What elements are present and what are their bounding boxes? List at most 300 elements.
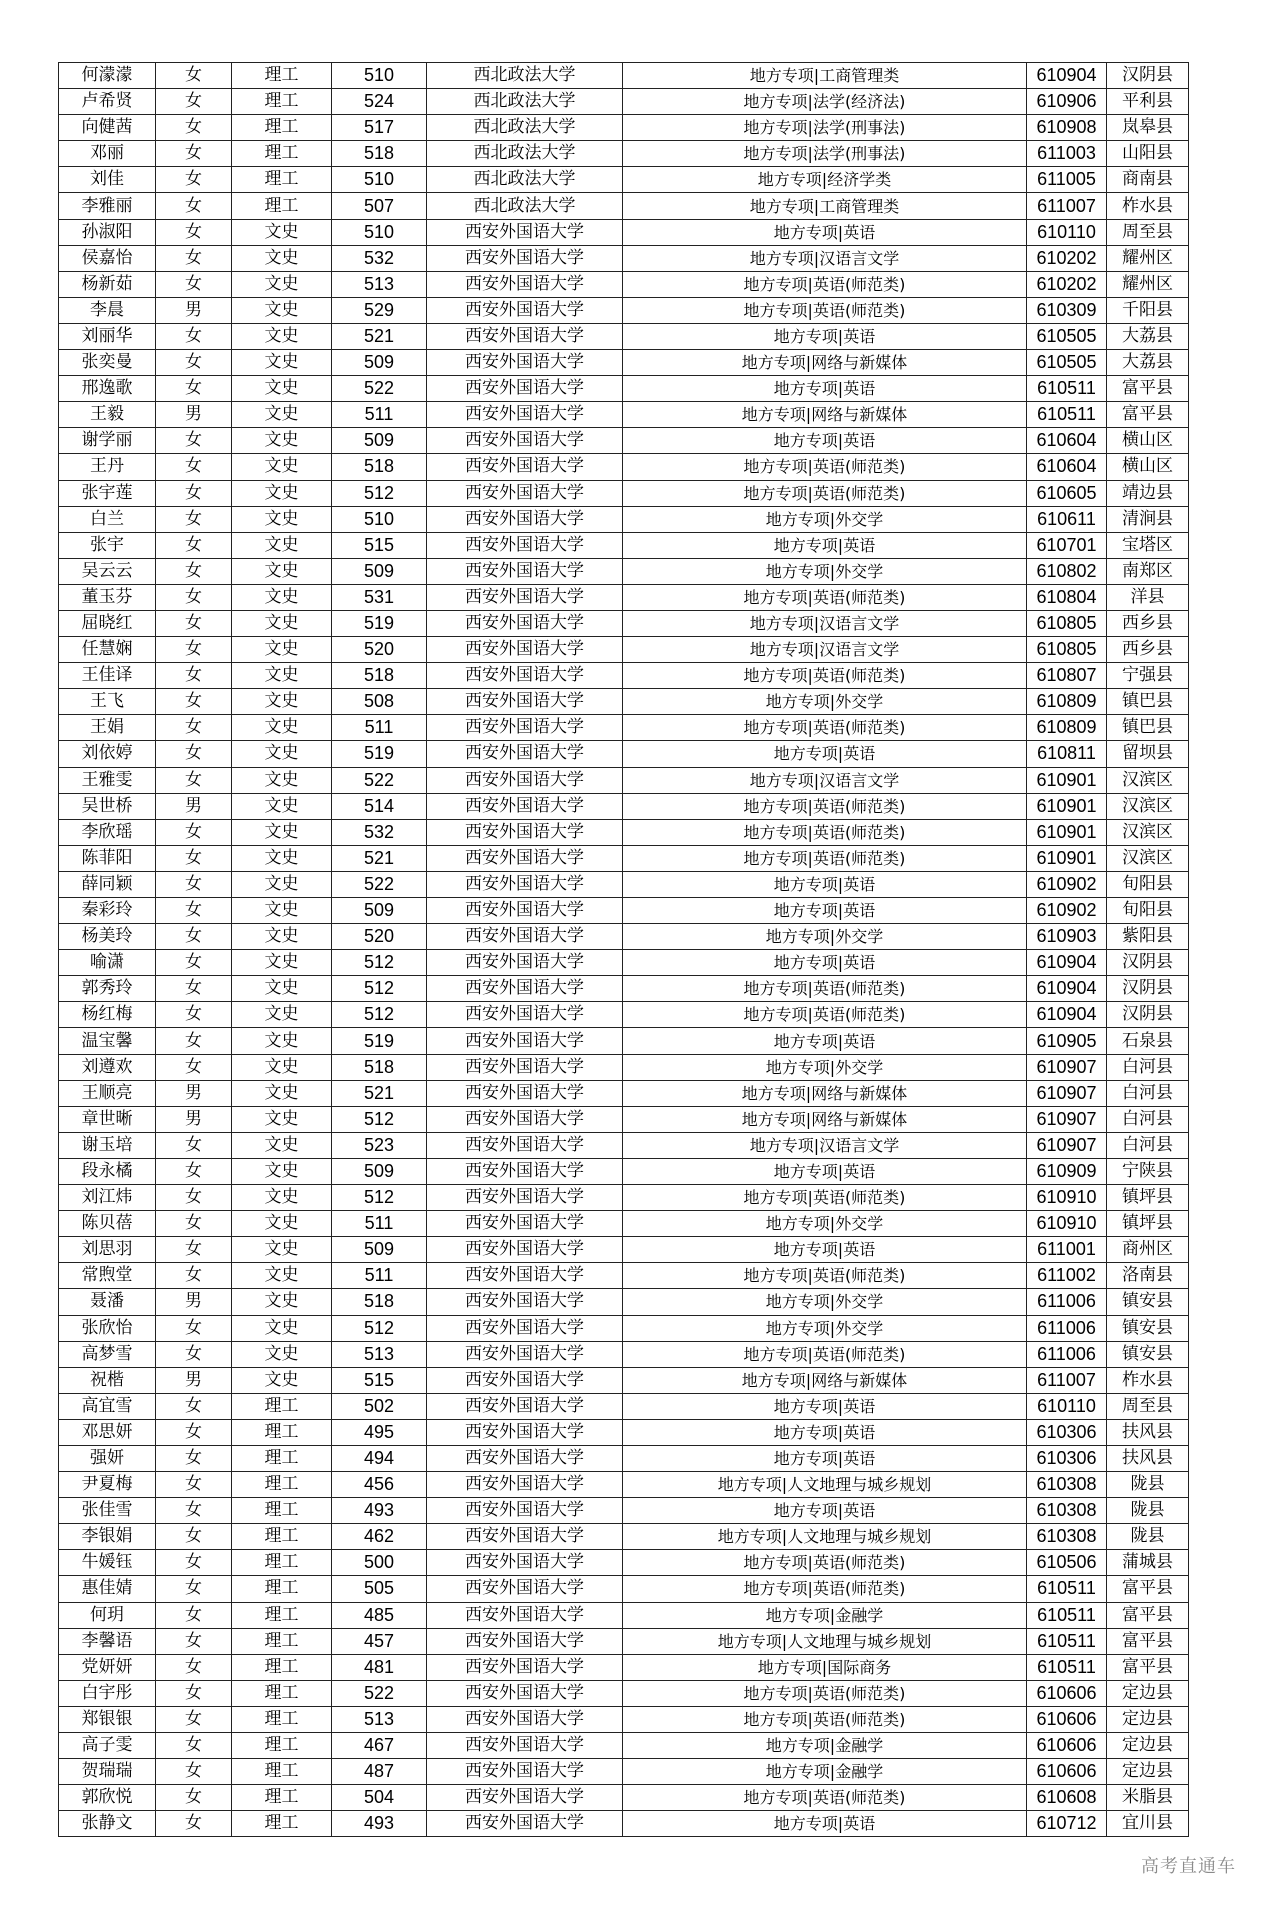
name-cell: 侯嘉怡 [59,245,156,271]
score-cell: 504 [332,1785,427,1811]
county-cell: 白河县 [1107,1132,1189,1158]
major-cell: 地方专项|英语(师范类) [623,819,1027,845]
category-cell: 文史 [232,297,332,323]
county-cell: 镇安县 [1107,1315,1189,1341]
major-cell: 地方专项|英语 [623,898,1027,924]
county-cell: 扶风县 [1107,1445,1189,1471]
score-cell: 493 [332,1498,427,1524]
score-cell: 502 [332,1393,427,1419]
table-row [59,976,1189,1002]
major-cell: 地方专项|英语 [623,1158,1027,1184]
university-cell: 西北政法大学 [427,63,623,89]
county-cell: 汉阴县 [1107,63,1189,89]
category-cell: 文史 [232,1054,332,1080]
gender-cell: 女 [156,1498,232,1524]
county-cell: 商南县 [1107,167,1189,193]
county-cell: 镇坪县 [1107,1211,1189,1237]
category-cell: 理工 [232,1654,332,1680]
code-cell: 610904 [1027,63,1107,89]
code-cell: 611007 [1027,193,1107,219]
code-cell: 610807 [1027,663,1107,689]
table-row [59,1680,1189,1706]
county-cell: 白河县 [1107,1080,1189,1106]
name-cell: 张佳雪 [59,1498,156,1524]
gender-cell: 男 [156,1106,232,1132]
county-cell: 白河县 [1107,1106,1189,1132]
gender-cell: 女 [156,1706,232,1732]
major-cell: 地方专项|网络与新媒体 [623,1080,1027,1106]
name-cell: 尹夏梅 [59,1472,156,1498]
county-cell: 横山区 [1107,454,1189,480]
gender-cell: 男 [156,1367,232,1393]
score-cell: 509 [332,1158,427,1184]
university-cell: 西安外国语大学 [427,1785,623,1811]
score-cell: 529 [332,297,427,323]
table-row [59,193,1189,219]
name-cell: 何濛濛 [59,63,156,89]
major-cell: 地方专项|法学(刑事法) [623,115,1027,141]
county-cell: 汉阴县 [1107,1002,1189,1028]
table-row [59,1185,1189,1211]
name-cell: 高梦雪 [59,1341,156,1367]
category-cell: 文史 [232,1106,332,1132]
score-cell: 509 [332,350,427,376]
university-cell: 西北政法大学 [427,167,623,193]
gender-cell: 女 [156,845,232,871]
major-cell: 地方专项|工商管理类 [623,193,1027,219]
table-row [59,1576,1189,1602]
county-cell: 宁陕县 [1107,1158,1189,1184]
table-row [59,1106,1189,1132]
gender-cell: 女 [156,871,232,897]
code-cell: 610606 [1027,1680,1107,1706]
university-cell: 西安外国语大学 [427,663,623,689]
category-cell: 文史 [232,976,332,1002]
gender-cell: 男 [156,402,232,428]
table-row [59,1602,1189,1628]
major-cell: 地方专项|人文地理与城乡规划 [623,1628,1027,1654]
score-cell: 481 [332,1654,427,1680]
table-row [59,637,1189,663]
code-cell: 610904 [1027,950,1107,976]
gender-cell: 女 [156,1654,232,1680]
name-cell: 牛媛钰 [59,1550,156,1576]
category-cell: 文史 [232,1341,332,1367]
category-cell: 文史 [232,1367,332,1393]
name-cell: 温宝馨 [59,1028,156,1054]
university-cell: 西安外国语大学 [427,558,623,584]
major-cell: 地方专项|英语(师范类) [623,715,1027,741]
table-row [59,1733,1189,1759]
name-cell: 王雅雯 [59,767,156,793]
code-cell: 610308 [1027,1498,1107,1524]
table-row [59,1132,1189,1158]
category-cell: 文史 [232,898,332,924]
code-cell: 610604 [1027,454,1107,480]
category-cell: 理工 [232,1393,332,1419]
watermark: 高考直通车 [1141,1856,1236,1877]
gender-cell: 女 [156,1393,232,1419]
name-cell: 杨红梅 [59,1002,156,1028]
university-cell: 西安外国语大学 [427,506,623,532]
gender-cell: 女 [156,480,232,506]
category-cell: 文史 [232,819,332,845]
table-row [59,1002,1189,1028]
score-cell: 511 [332,1211,427,1237]
category-cell: 理工 [232,115,332,141]
category-cell: 理工 [232,1419,332,1445]
score-cell: 522 [332,376,427,402]
score-cell: 518 [332,663,427,689]
gender-cell: 女 [156,898,232,924]
county-cell: 西乡县 [1107,637,1189,663]
major-cell: 地方专项|国际商务 [623,1654,1027,1680]
major-cell: 地方专项|汉语言文学 [623,610,1027,636]
code-cell: 610902 [1027,871,1107,897]
major-cell: 地方专项|英语 [623,428,1027,454]
score-cell: 512 [332,950,427,976]
gender-cell: 女 [156,741,232,767]
county-cell: 定边县 [1107,1706,1189,1732]
score-cell: 500 [332,1550,427,1576]
gender-cell: 女 [156,245,232,271]
gender-cell: 女 [156,1028,232,1054]
county-cell: 南郑区 [1107,558,1189,584]
table-row [59,1550,1189,1576]
university-cell: 西安外国语大学 [427,1237,623,1263]
table-row [59,1393,1189,1419]
table-row [59,689,1189,715]
score-cell: 511 [332,715,427,741]
major-cell: 地方专项|英语(师范类) [623,1341,1027,1367]
category-cell: 文史 [232,610,332,636]
university-cell: 西安外国语大学 [427,1576,623,1602]
major-cell: 地方专项|外交学 [623,924,1027,950]
county-cell: 陇县 [1107,1524,1189,1550]
university-cell: 西安外国语大学 [427,454,623,480]
score-cell: 519 [332,741,427,767]
table-row [59,350,1189,376]
county-cell: 平利县 [1107,89,1189,115]
county-cell: 柞水县 [1107,1367,1189,1393]
major-cell: 地方专项|外交学 [623,1315,1027,1341]
name-cell: 郭秀玲 [59,976,156,1002]
code-cell: 610901 [1027,793,1107,819]
major-cell: 地方专项|工商管理类 [623,63,1027,89]
county-cell: 富平县 [1107,1654,1189,1680]
university-cell: 西安外国语大学 [427,1132,623,1158]
table-row [59,1054,1189,1080]
code-cell: 610907 [1027,1132,1107,1158]
name-cell: 张宇 [59,532,156,558]
table-row [59,1028,1189,1054]
gender-cell: 女 [156,1811,232,1837]
major-cell: 地方专项|英语(师范类) [623,793,1027,819]
score-cell: 521 [332,1080,427,1106]
table-row [59,1237,1189,1263]
code-cell: 611006 [1027,1289,1107,1315]
name-cell: 王娟 [59,715,156,741]
major-cell: 地方专项|法学(刑事法) [623,141,1027,167]
code-cell: 610606 [1027,1706,1107,1732]
name-cell: 常煦堂 [59,1263,156,1289]
county-cell: 柞水县 [1107,193,1189,219]
county-cell: 陇县 [1107,1472,1189,1498]
score-cell: 510 [332,506,427,532]
category-cell: 文史 [232,1289,332,1315]
category-cell: 文史 [232,741,332,767]
code-cell: 610605 [1027,480,1107,506]
score-cell: 515 [332,1367,427,1393]
score-cell: 509 [332,428,427,454]
gender-cell: 女 [156,1315,232,1341]
score-cell: 510 [332,63,427,89]
table-row [59,1315,1189,1341]
county-cell: 横山区 [1107,428,1189,454]
county-cell: 石泉县 [1107,1028,1189,1054]
major-cell: 地方专项|英语(师范类) [623,1263,1027,1289]
category-cell: 理工 [232,1680,332,1706]
gender-cell: 女 [156,950,232,976]
code-cell: 610506 [1027,1550,1107,1576]
name-cell: 张奕曼 [59,350,156,376]
gender-cell: 女 [156,271,232,297]
code-cell: 610902 [1027,898,1107,924]
major-cell: 地方专项|英语(师范类) [623,976,1027,1002]
table-row [59,741,1189,767]
code-cell: 610809 [1027,715,1107,741]
university-cell: 西安外国语大学 [427,1472,623,1498]
score-cell: 508 [332,689,427,715]
major-cell: 地方专项|英语 [623,950,1027,976]
county-cell: 宁强县 [1107,663,1189,689]
university-cell: 西安外国语大学 [427,323,623,349]
major-cell: 地方专项|英语 [623,741,1027,767]
code-cell: 611007 [1027,1367,1107,1393]
table-row [59,506,1189,532]
code-cell: 610306 [1027,1419,1107,1445]
table-row [59,1654,1189,1680]
university-cell: 西安外国语大学 [427,1393,623,1419]
university-cell: 西北政法大学 [427,193,623,219]
major-cell: 地方专项|金融学 [623,1759,1027,1785]
code-cell: 610511 [1027,1654,1107,1680]
university-cell: 西安外国语大学 [427,1628,623,1654]
name-cell: 邓丽 [59,141,156,167]
code-cell: 610908 [1027,115,1107,141]
table-row [59,1524,1189,1550]
score-cell: 514 [332,793,427,819]
category-cell: 理工 [232,167,332,193]
university-cell: 西安外国语大学 [427,1341,623,1367]
major-cell: 地方专项|英语 [623,1445,1027,1471]
gender-cell: 女 [156,689,232,715]
county-cell: 镇坪县 [1107,1185,1189,1211]
major-cell: 地方专项|网络与新媒体 [623,350,1027,376]
university-cell: 西安外国语大学 [427,480,623,506]
gender-cell: 女 [156,1002,232,1028]
gender-cell: 女 [156,454,232,480]
name-cell: 任慧娴 [59,637,156,663]
university-cell: 西安外国语大学 [427,297,623,323]
major-cell: 地方专项|英语(师范类) [623,1002,1027,1028]
county-cell: 汉滨区 [1107,767,1189,793]
code-cell: 610611 [1027,506,1107,532]
score-cell: 532 [332,819,427,845]
table-row [59,1080,1189,1106]
category-cell: 文史 [232,1263,332,1289]
code-cell: 610905 [1027,1028,1107,1054]
university-cell: 西安外国语大学 [427,402,623,428]
major-cell: 地方专项|英语 [623,323,1027,349]
name-cell: 董玉芬 [59,584,156,610]
table-row [59,376,1189,402]
score-cell: 511 [332,1263,427,1289]
category-cell: 文史 [232,532,332,558]
name-cell: 杨美玲 [59,924,156,950]
category-cell: 文史 [232,1132,332,1158]
major-cell: 地方专项|英语(师范类) [623,480,1027,506]
table-row [59,663,1189,689]
name-cell: 王毅 [59,402,156,428]
table-row [59,1211,1189,1237]
name-cell: 刘江炜 [59,1185,156,1211]
category-cell: 文史 [232,1080,332,1106]
code-cell: 610606 [1027,1733,1107,1759]
name-cell: 王佳译 [59,663,156,689]
county-cell: 富平县 [1107,1576,1189,1602]
category-cell: 理工 [232,1811,332,1837]
category-cell: 文史 [232,1028,332,1054]
university-cell: 西安外国语大学 [427,1263,623,1289]
score-cell: 510 [332,167,427,193]
county-cell: 镇安县 [1107,1289,1189,1315]
county-cell: 定边县 [1107,1759,1189,1785]
gender-cell: 女 [156,767,232,793]
score-cell: 513 [332,1706,427,1732]
university-cell: 西安外国语大学 [427,845,623,871]
county-cell: 旬阳县 [1107,898,1189,924]
major-cell: 地方专项|英语 [623,376,1027,402]
category-cell: 文史 [232,767,332,793]
category-cell: 文史 [232,871,332,897]
code-cell: 610910 [1027,1185,1107,1211]
score-cell: 518 [332,141,427,167]
table-row [59,558,1189,584]
university-cell: 西安外国语大学 [427,950,623,976]
name-cell: 张静文 [59,1811,156,1837]
table-row [59,141,1189,167]
code-cell: 610511 [1027,1576,1107,1602]
university-cell: 西安外国语大学 [427,1550,623,1576]
name-cell: 高子雯 [59,1733,156,1759]
university-cell: 西安外国语大学 [427,689,623,715]
major-cell: 地方专项|英语(师范类) [623,1550,1027,1576]
category-cell: 文史 [232,584,332,610]
category-cell: 文史 [232,1158,332,1184]
code-cell: 610907 [1027,1080,1107,1106]
university-cell: 西安外国语大学 [427,767,623,793]
table-body [59,63,1189,1837]
score-cell: 512 [332,1185,427,1211]
major-cell: 地方专项|英语(师范类) [623,663,1027,689]
name-cell: 杨新茹 [59,271,156,297]
major-cell: 地方专项|英语(师范类) [623,271,1027,297]
table-row [59,271,1189,297]
university-cell: 西安外国语大学 [427,1158,623,1184]
university-cell: 西安外国语大学 [427,610,623,636]
table-row [59,1759,1189,1785]
table-row [59,950,1189,976]
table-row [59,819,1189,845]
table-row [59,1811,1189,1837]
table-row [59,1289,1189,1315]
university-cell: 西安外国语大学 [427,428,623,454]
university-cell: 西安外国语大学 [427,1654,623,1680]
code-cell: 610811 [1027,741,1107,767]
score-cell: 457 [332,1628,427,1654]
university-cell: 西安外国语大学 [427,871,623,897]
table-row [59,297,1189,323]
score-cell: 522 [332,871,427,897]
category-cell: 文史 [232,271,332,297]
code-cell: 610712 [1027,1811,1107,1837]
name-cell: 屈晓红 [59,610,156,636]
score-cell: 505 [332,1576,427,1602]
category-cell: 文史 [232,506,332,532]
code-cell: 610608 [1027,1785,1107,1811]
county-cell: 镇安县 [1107,1341,1189,1367]
score-cell: 518 [332,1289,427,1315]
category-cell: 理工 [232,1706,332,1732]
name-cell: 邓思妍 [59,1419,156,1445]
gender-cell: 女 [156,663,232,689]
table-row [59,532,1189,558]
name-cell: 薛同颖 [59,871,156,897]
name-cell: 张宇莲 [59,480,156,506]
gender-cell: 女 [156,558,232,584]
name-cell: 郑银银 [59,1706,156,1732]
score-cell: 487 [332,1759,427,1785]
gender-cell: 女 [156,1628,232,1654]
university-cell: 西安外国语大学 [427,1080,623,1106]
table-row [59,767,1189,793]
county-cell: 洋县 [1107,584,1189,610]
county-cell: 留坝县 [1107,741,1189,767]
gender-cell: 女 [156,1054,232,1080]
name-cell: 祝楷 [59,1367,156,1393]
university-cell: 西安外国语大学 [427,976,623,1002]
code-cell: 610505 [1027,323,1107,349]
university-cell: 西北政法大学 [427,89,623,115]
score-cell: 512 [332,976,427,1002]
major-cell: 地方专项|英语 [623,1237,1027,1263]
table-row [59,1472,1189,1498]
score-cell: 520 [332,637,427,663]
code-cell: 610202 [1027,271,1107,297]
category-cell: 文史 [232,376,332,402]
category-cell: 理工 [232,1733,332,1759]
major-cell: 地方专项|英语 [623,1393,1027,1419]
score-cell: 520 [332,924,427,950]
university-cell: 西安外国语大学 [427,1419,623,1445]
code-cell: 610910 [1027,1211,1107,1237]
gender-cell: 女 [156,193,232,219]
county-cell: 清涧县 [1107,506,1189,532]
category-cell: 文史 [232,1211,332,1237]
name-cell: 白兰 [59,506,156,532]
code-cell: 610701 [1027,532,1107,558]
